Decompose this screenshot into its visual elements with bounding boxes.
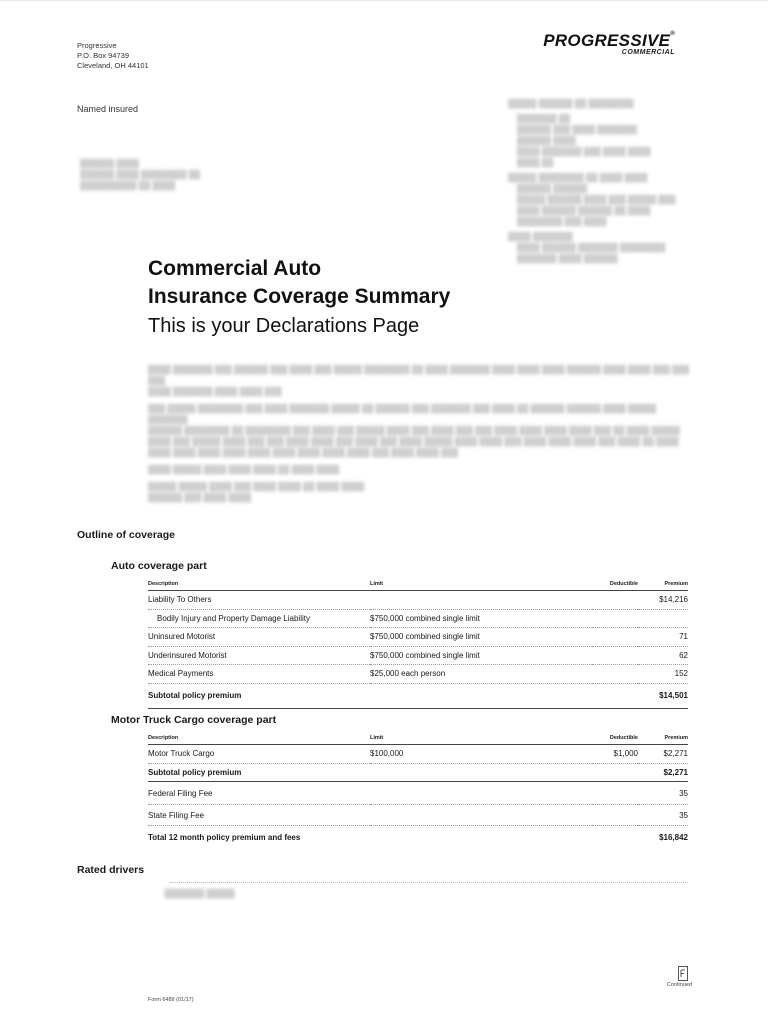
logo-main-text: PROGRESSIVE bbox=[543, 31, 671, 50]
row-premium: 71 bbox=[638, 628, 688, 647]
total-label: Total 12 month policy premium and fees bbox=[148, 832, 301, 842]
fee-value: 35 bbox=[638, 782, 688, 805]
auto-coverage-heading: Auto coverage part bbox=[111, 560, 207, 572]
row-description: Uninsured Motorist bbox=[148, 628, 370, 647]
table-header-row bbox=[148, 732, 688, 745]
row-description: Underinsured Motorist bbox=[148, 646, 370, 665]
cargo-coverage-heading: Motor Truck Cargo coverage part bbox=[111, 714, 277, 726]
document-title bbox=[148, 255, 450, 341]
logo-sub-text: COMMERCIAL bbox=[621, 49, 675, 56]
progressive-logo bbox=[535, 31, 675, 56]
form-number: Form 6489 (01/17) bbox=[148, 997, 194, 1003]
subtotal-row bbox=[148, 683, 688, 708]
subtotal-row bbox=[148, 763, 688, 782]
table-row bbox=[148, 665, 688, 684]
row-deductible bbox=[592, 609, 638, 628]
header-description: Description bbox=[148, 732, 370, 745]
row-deductible bbox=[592, 646, 638, 665]
table-row bbox=[148, 609, 688, 628]
outline-of-coverage-heading: Outline of coverage bbox=[77, 529, 176, 541]
table-row bbox=[148, 745, 688, 764]
row-deductible bbox=[592, 591, 638, 610]
sender-name: Progressive bbox=[77, 41, 117, 50]
cargo-coverage-table bbox=[148, 732, 688, 848]
sender-address bbox=[77, 41, 149, 71]
title-line-2: Insurance Coverage Summary bbox=[148, 285, 451, 308]
fee-value: 35 bbox=[638, 805, 688, 826]
row-premium: 62 bbox=[638, 646, 688, 665]
page-top-edge bbox=[0, 0, 768, 1]
row-limit: $750,000 combined single limit bbox=[370, 609, 592, 628]
header-description: Description bbox=[148, 578, 370, 591]
redacted-policy-info: █████ ██████ ██ ████████ ███████ ██ ██████ ███ ████ ███████ ██████ ████ ████ ███████ ███ ████ ████ ████ ██ █████ ████████ ██ ████ ████ ██████ ██████ █████ ██████ ████ ███ █████ ███ ████ ██████ ██████ ██ ████ ████████ ███ ████ ████ ███████ ████ ██████ ███████ ████████ ███████ ████ ██████ bbox=[508, 99, 676, 263]
fee-label: Federal Filing Fee bbox=[148, 782, 370, 805]
row-description: Liability To Others bbox=[148, 591, 370, 610]
total-row bbox=[148, 826, 688, 849]
subtotal-value: $14,501 bbox=[638, 683, 688, 708]
sender-city: Cleveland, OH 44101 bbox=[77, 61, 149, 70]
drivers-divider bbox=[170, 882, 688, 883]
table-row bbox=[148, 646, 688, 665]
subtotal-label: Subtotal policy premium bbox=[148, 763, 370, 782]
row-deductible bbox=[592, 628, 638, 647]
row-limit bbox=[370, 591, 592, 610]
continued-marker bbox=[656, 966, 692, 988]
fee-row bbox=[148, 782, 688, 805]
row-premium: 152 bbox=[638, 665, 688, 684]
table-row bbox=[148, 628, 688, 647]
sender-po-box: P.O. Box 94739 bbox=[77, 51, 129, 60]
fee-row bbox=[148, 805, 688, 826]
rated-drivers-heading: Rated drivers bbox=[77, 864, 145, 876]
header-premium: Premium bbox=[638, 732, 688, 745]
header-premium: Premium bbox=[638, 578, 688, 591]
redacted-policy-paragraphs: ████ ███████ ███ ██████ ███ ████ ███ █████ ████████ ██ ████ ███████ ████ ████ ████ ██████ ████ ████ ███ ███ ███ ████ ███████ ████ ████ ███ ███ █████ ████████ ███ ████ ███████ █████ ██ ██████ ███ ███████ ███ ████ ██ ██████ ██████ ████ █████ ███████ ██████ ████████ ██ ████████ ███ ████ ███ █████ ████ ███ ████ ███ ███ ████ ████ ████ ████ ███ ██ ████ █████ ████ ███ █████ ████ ███ ███ ████ ████ ███ ████ ███ ████ █████ ████ ████ ███ ████ ████ ████ ███ ████ ██ ████ ████ ████ ████ ████ ████ ████ ████ ████ ████ ███ ████ ████ ███ ████ █████ ████ ████ ████ ██ ████ ████ █████ █████ ████ ███ ████ ████ ██ ████ ████ ██████ ███ ████ ████ bbox=[148, 365, 690, 502]
redacted-driver-name: ███████ █████ bbox=[160, 889, 235, 898]
row-premium: $2,271 bbox=[638, 745, 688, 764]
row-premium: $14,216 bbox=[638, 591, 688, 610]
row-limit: $25,000 each person bbox=[370, 665, 592, 684]
row-premium bbox=[638, 609, 688, 628]
row-description: Bodily Injury and Property Damage Liability bbox=[157, 613, 310, 623]
title-line-1: Commercial Auto bbox=[148, 257, 322, 280]
row-deductible bbox=[592, 665, 638, 684]
title-subtitle: This is your Declarations Page bbox=[148, 315, 420, 337]
row-deductible: $1,000 bbox=[592, 745, 638, 764]
continued-label: Continued bbox=[666, 982, 692, 988]
table-header-row bbox=[148, 578, 688, 591]
subtotal-value: $2,271 bbox=[638, 763, 688, 782]
row-limit: $100,000 bbox=[370, 745, 592, 764]
subtotal-label: Subtotal policy premium bbox=[148, 683, 370, 708]
fee-label: State Filing Fee bbox=[148, 805, 370, 826]
header-deductible: Deductible bbox=[592, 732, 638, 745]
redacted-insured-address: ██████ ████ ██████ ████ ████████ ██ ██████████ ██ ████ bbox=[80, 159, 201, 190]
registered-mark-icon: ® bbox=[670, 31, 675, 37]
header-deductible: Deductible bbox=[592, 578, 638, 591]
total-value: $16,842 bbox=[659, 832, 688, 842]
page-turn-icon bbox=[678, 966, 688, 981]
named-insured-label: Named insured bbox=[77, 104, 139, 114]
auto-coverage-table bbox=[148, 578, 688, 709]
header-limit: Limit bbox=[370, 732, 592, 745]
row-description: Medical Payments bbox=[148, 665, 370, 684]
row-description: Motor Truck Cargo bbox=[148, 745, 370, 764]
header-limit: Limit bbox=[370, 578, 592, 591]
table-row bbox=[148, 591, 688, 610]
row-limit: $750,000 combined single limit bbox=[370, 646, 592, 665]
row-limit: $750,000 combined single limit bbox=[370, 628, 592, 647]
